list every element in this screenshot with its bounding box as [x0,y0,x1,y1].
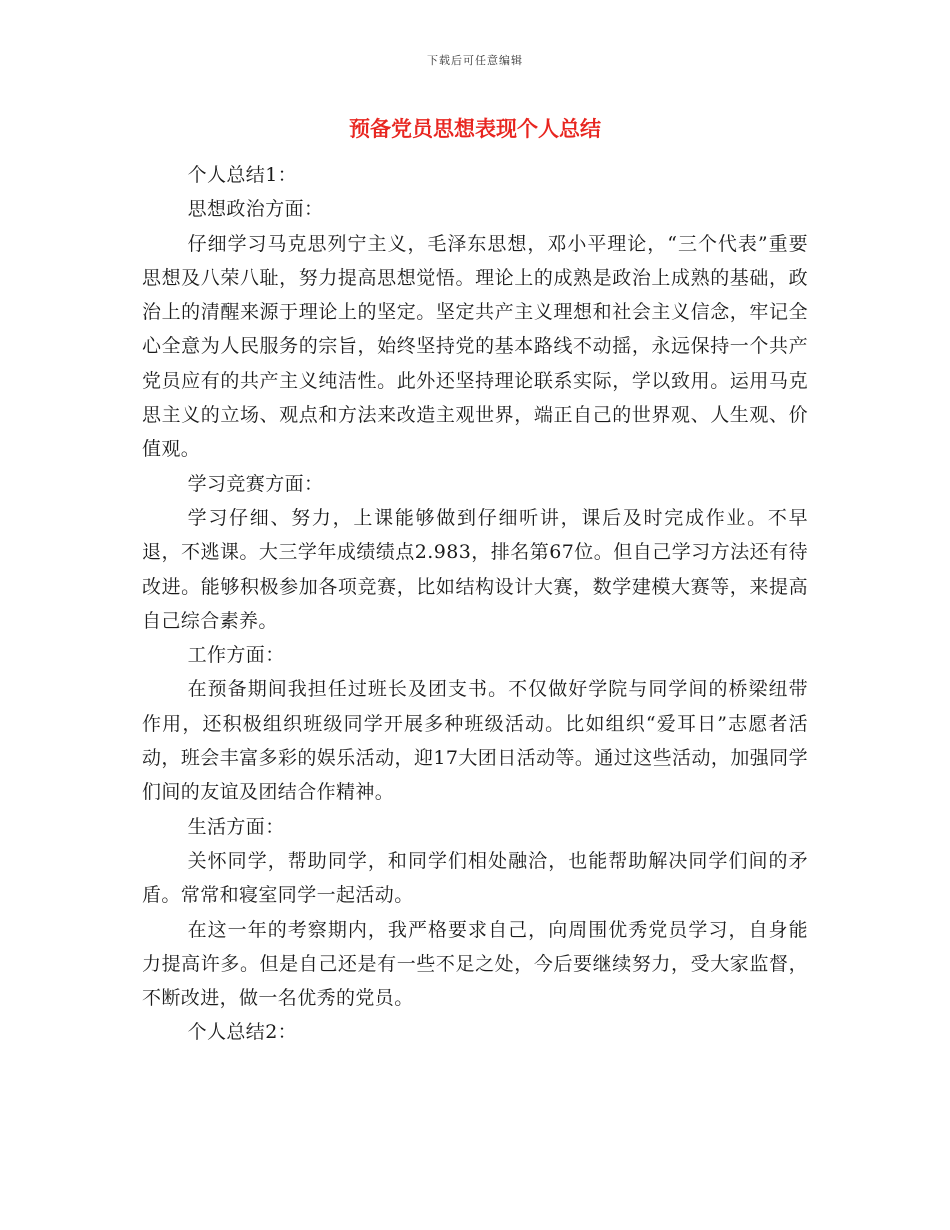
section-heading-ideology: 思想政治方面： [187,198,324,221]
paragraph-life: 关怀同学，帮助同学，和同学们相处融洽，也能帮助解决同学们间的矛盾。常常和寝室同学一起活动。 [142,849,808,907]
section-heading-work: 工作方面： [187,644,285,667]
paragraph-study: 学习仔细、努力，上课能够做到仔细听讲，课后及时完成作业。不早退，不逃课。大三学年成绩绩点2.983，排名第67位。但自己学习方法还有待改进。能够积极参加各项竞赛，比如结构设计大赛，数学建模大赛等，来提高自己综合素养。 [142,506,808,632]
paragraph-work: 在预备期间我担任过班长及团支书。不仅做好学院与同学间的桥梁纽带作用，还积极组织班级同学开展多种班级活动。比如组织“爱耳日”志愿者活动，班会丰富多彩的娱乐活动，迎17大团日活动等。通过这些活动，加强同学们间的友谊及团结合作精神。 [142,678,808,804]
section-heading-life: 生活方面： [187,815,285,838]
page-header-note: 下载后可任意编辑 [427,54,523,67]
section-heading-summary-1: 个人总结1： [187,164,298,186]
section-heading-summary-2: 个人总结2： [187,1021,298,1044]
document-body [142,158,808,1050]
document-title: 预备党员思想表现个人总结 [349,117,601,141]
paragraph-ideology: 仔细学习马克思列宁主义，毛泽东思想，邓小平理论，“三个代表”重要思想及八荣八耻，努力提高思想觉悟。理论上的成熟是政治上成熟的基础，政治上的清醒来源于理论上的坚定。坚定共产主义理想和社会主义信念，牢记全心全意为人民服务的宗旨，始终坚持党的基本路线不动摇，永远保持一个共产党员应有的共产主义纯洁性。此外还坚持理论联系实际，学以致用。运用马克思主义的立场、观点和方法来改造主观世界，端正自己的世界观、人生观、价值观。 [142,232,808,461]
paragraph-conclusion: 在这一年的考察期内，我严格要求自己，向周围优秀党员学习，自身能力提高许多。但是自己还是有一些不足之处，今后要继续努力，受大家监督，不断改进，做一名优秀的党员。 [142,918,808,1010]
section-heading-study: 学习竞赛方面： [187,472,324,495]
